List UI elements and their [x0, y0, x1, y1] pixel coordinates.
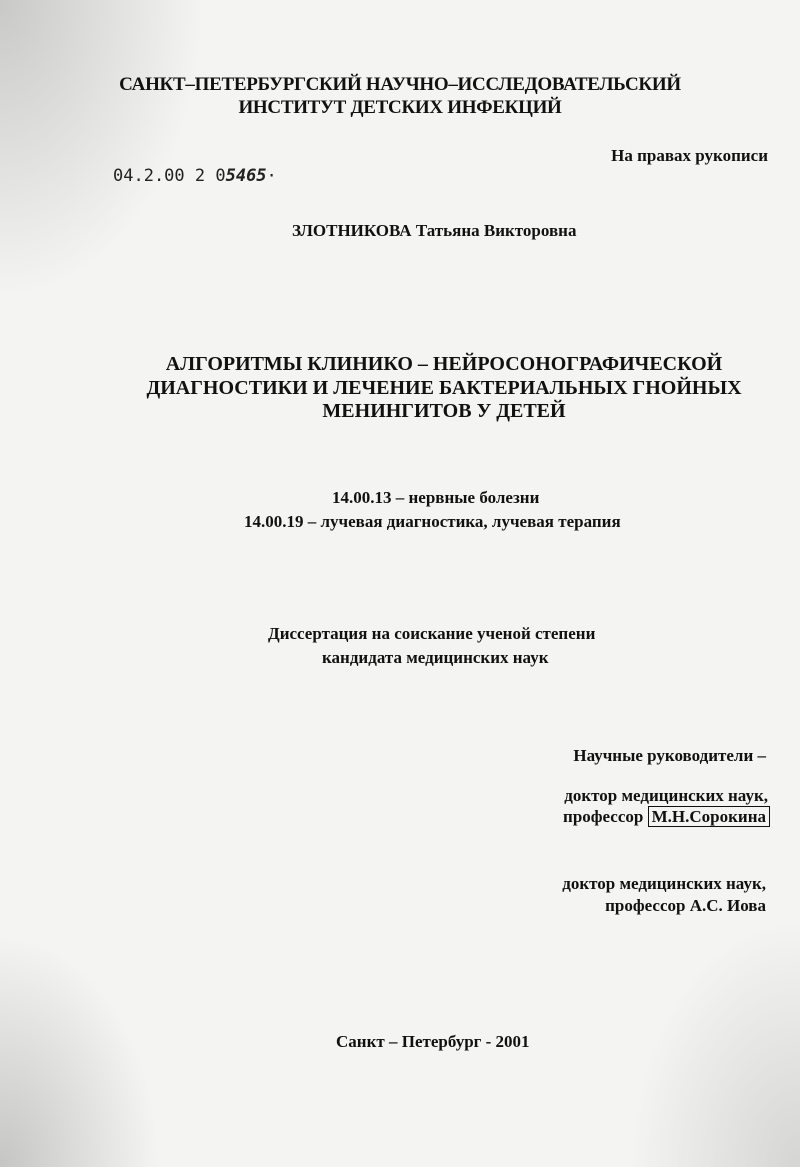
institute-line-1: САНКТ–ПЕТЕРБУРГСКИЙ НАУЧНО–ИССЛЕДОВАТЕЛЬСКИЙ [119, 74, 681, 95]
rights-notice: На правах рукописи [611, 146, 768, 165]
archive-stamp-number: 04.2.00 2 05465· [113, 166, 277, 186]
stamp-handwritten: 5465 [225, 166, 267, 186]
stamp-number: 04.2.00 2 0 [113, 166, 226, 186]
supervisor-2-degree: доктор медицинских наук, [562, 874, 766, 893]
title-line-3: МЕНИНГИТОВ У ДЕТЕЙ [322, 400, 566, 422]
title-line-1: АЛГОРИТМЫ КЛИНИКО – НЕЙРОСОНОГРАФИЧЕСКОЙ [165, 353, 723, 375]
specialty-line-2: 14.00.19 – лучевая диагностика, лучевая терапия [244, 512, 621, 531]
institute-line-2: ИНСТИТУТ ДЕТСКИХ ИНФЕКЦИЙ [238, 97, 562, 118]
supervisor-2-line: профессор А.С. Иова [605, 896, 766, 915]
supervisor-1-line [563, 807, 770, 827]
degree-line-2: кандидата медицинских наук [322, 648, 549, 667]
author-name: ЗЛОТНИКОВА Татьяна Викторовна [292, 221, 577, 240]
specialty-line-1: 14.00.13 – нервные болезни [332, 488, 540, 507]
supervisor-1-title: профессор [563, 807, 644, 826]
supervisors-heading: Научные руководители – [573, 746, 766, 765]
footer-city-year: Санкт – Петербург - 2001 [336, 1032, 530, 1051]
degree-line-1: Диссертация на соискание ученой степени [268, 624, 596, 643]
title-line-2: ДИАГНОСТИКИ И ЛЕЧЕНИЕ БАКТЕРИАЛЬНЫХ ГНОЙНЫХ [146, 377, 742, 399]
supervisor-1-name: М.Н.Сорокина [648, 806, 770, 827]
supervisor-1-degree: доктор медицинских наук, [564, 786, 768, 805]
